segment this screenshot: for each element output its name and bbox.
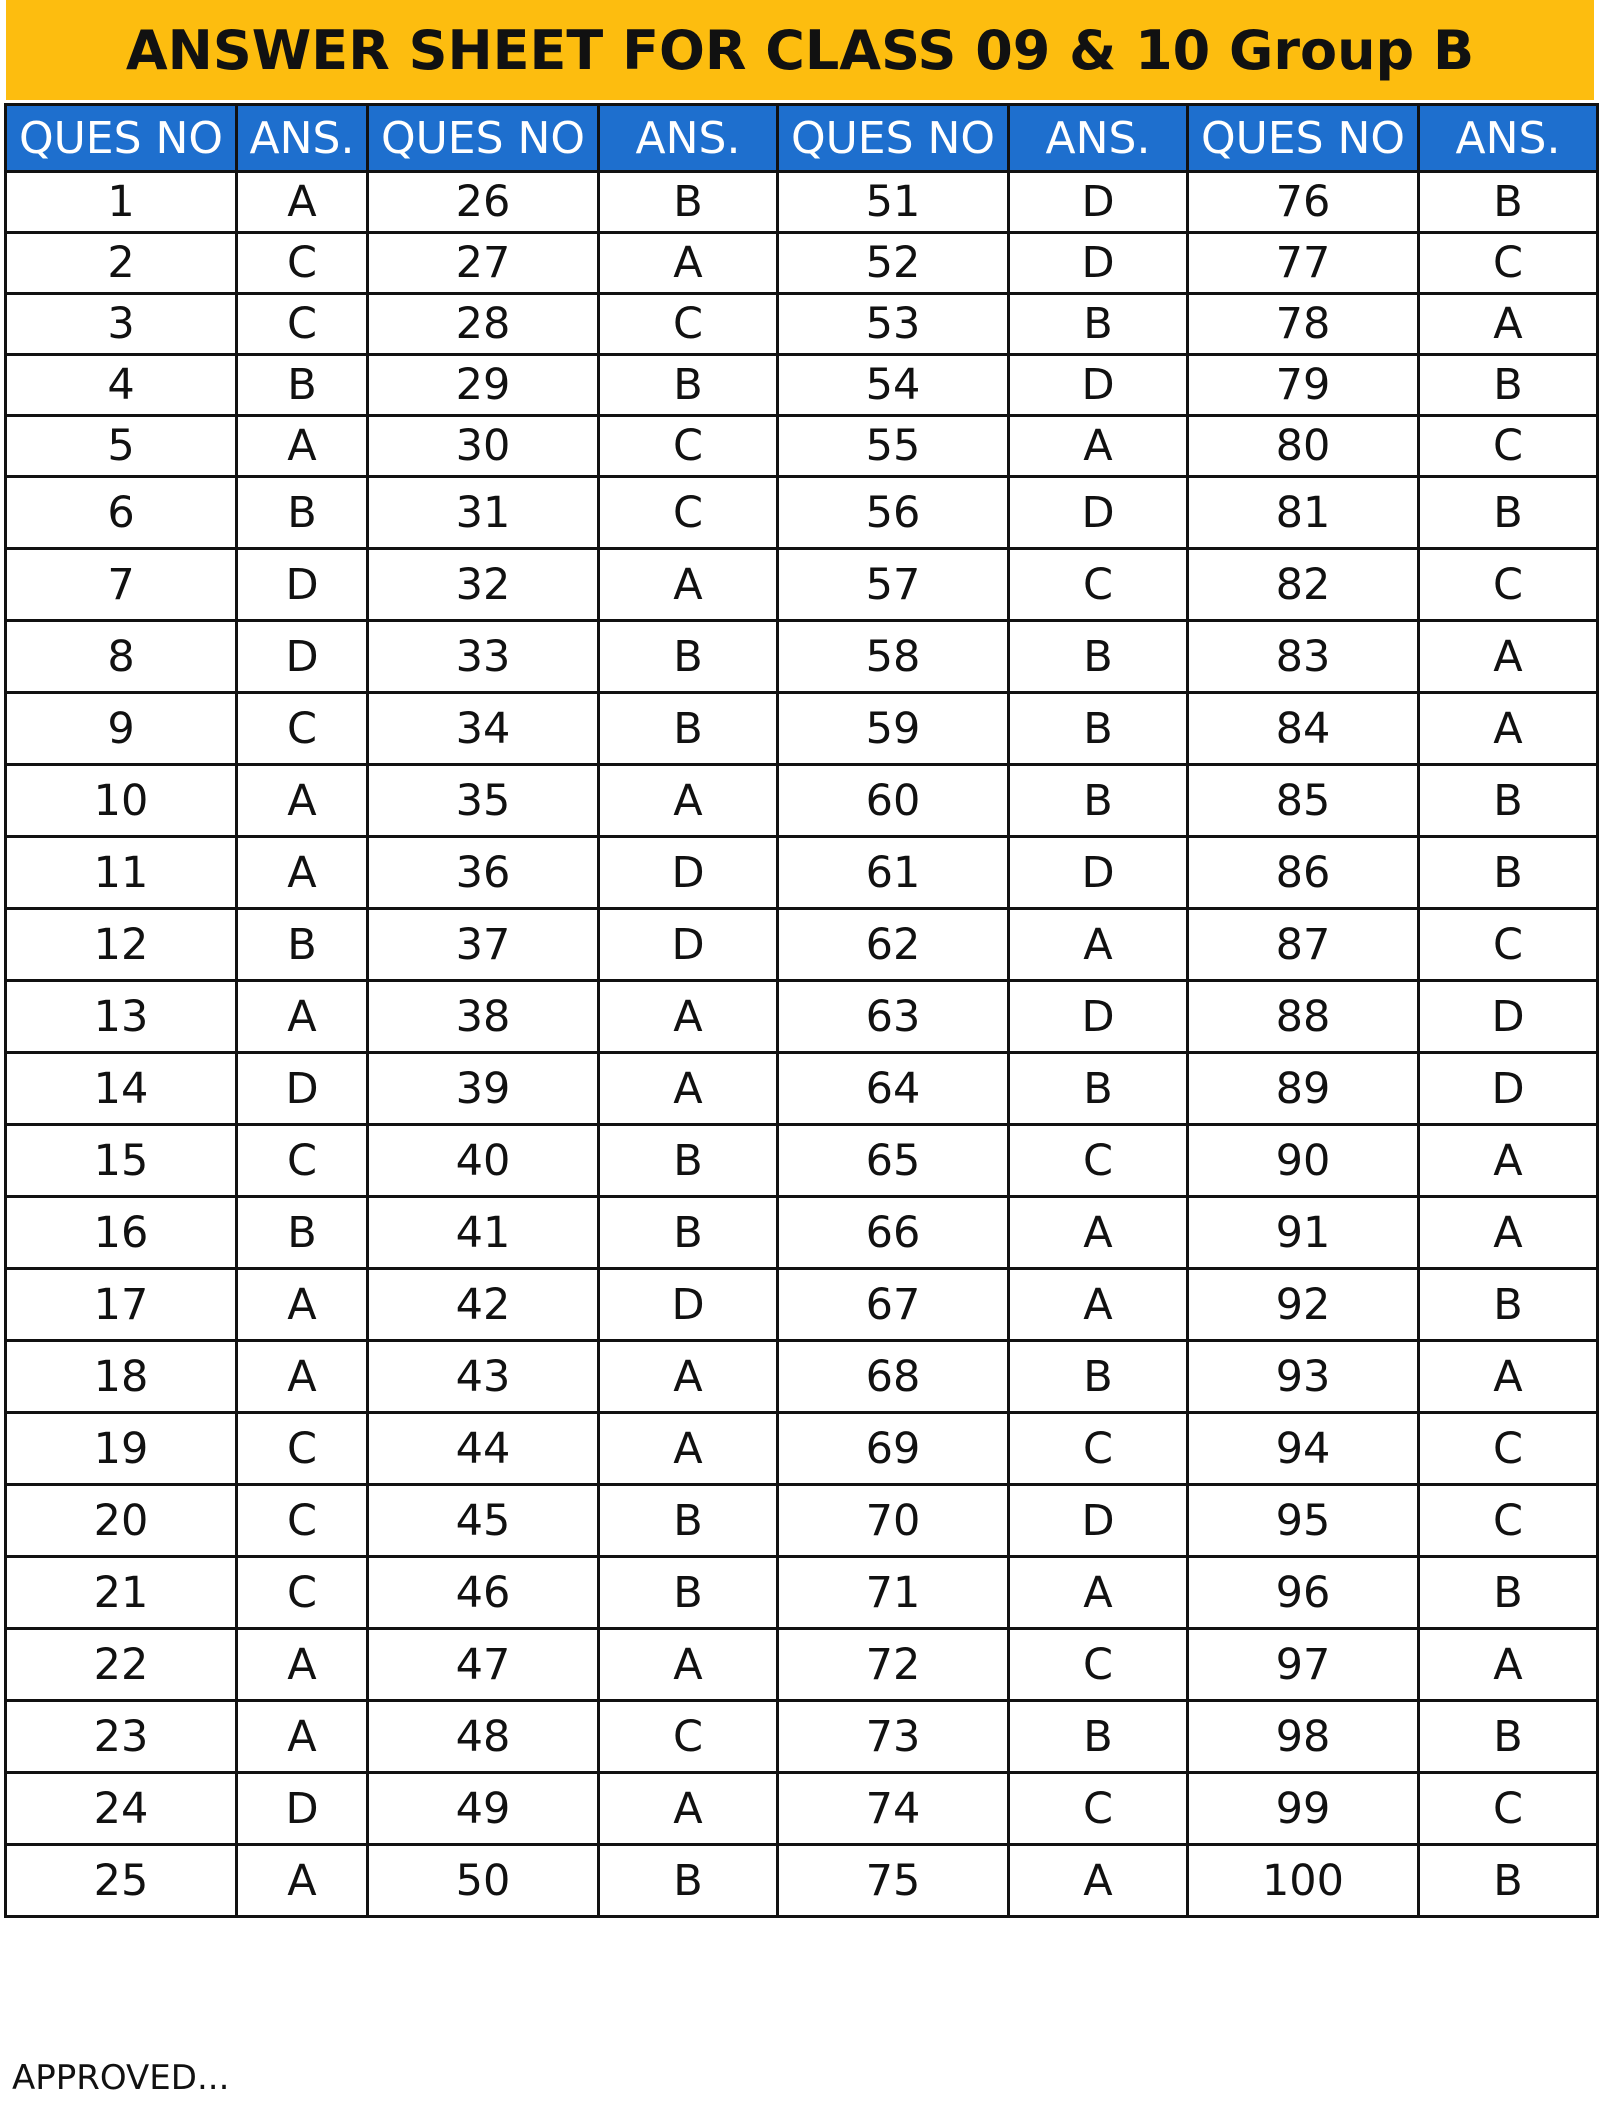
answer-cell: C bbox=[1419, 1773, 1598, 1845]
answer-cell: D bbox=[237, 1053, 368, 1125]
question-number-cell: 44 bbox=[368, 1413, 599, 1485]
answer-cell: A bbox=[237, 765, 368, 837]
header-ans: ANS. bbox=[1009, 105, 1188, 172]
answer-cell: C bbox=[1419, 416, 1598, 477]
question-number-cell: 51 bbox=[778, 172, 1009, 233]
question-number-cell: 95 bbox=[1188, 1485, 1419, 1557]
answer-cell: B bbox=[237, 909, 368, 981]
question-number-cell: 94 bbox=[1188, 1413, 1419, 1485]
question-number-cell: 48 bbox=[368, 1701, 599, 1773]
question-number-cell: 49 bbox=[368, 1773, 599, 1845]
answer-cell: D bbox=[237, 549, 368, 621]
question-number-cell: 97 bbox=[1188, 1629, 1419, 1701]
answer-cell: A bbox=[1009, 416, 1188, 477]
answer-cell: A bbox=[599, 1629, 778, 1701]
answer-cell: C bbox=[1009, 1629, 1188, 1701]
answer-cell: C bbox=[1009, 1413, 1188, 1485]
answer-cell: A bbox=[237, 1845, 368, 1917]
question-number-cell: 91 bbox=[1188, 1197, 1419, 1269]
answer-cell: B bbox=[237, 355, 368, 416]
question-number-cell: 99 bbox=[1188, 1773, 1419, 1845]
question-number-cell: 65 bbox=[778, 1125, 1009, 1197]
answer-cell: B bbox=[1419, 1269, 1598, 1341]
answer-table bbox=[4, 103, 1599, 1918]
answer-cell: C bbox=[1419, 1485, 1598, 1557]
answer-cell: A bbox=[1009, 1269, 1188, 1341]
answer-cell: B bbox=[599, 1485, 778, 1557]
question-number-cell: 26 bbox=[368, 172, 599, 233]
answer-cell: C bbox=[1419, 549, 1598, 621]
answer-cell: A bbox=[1419, 693, 1598, 765]
question-number-cell: 83 bbox=[1188, 621, 1419, 693]
question-number-cell: 46 bbox=[368, 1557, 599, 1629]
page-title: ANSWER SHEET FOR CLASS 09 & 10 Group B bbox=[6, 0, 1594, 100]
question-number-cell: 45 bbox=[368, 1485, 599, 1557]
question-number-cell: 52 bbox=[778, 233, 1009, 294]
table-row bbox=[6, 693, 1598, 765]
question-number-cell: 4 bbox=[6, 355, 237, 416]
answer-cell: D bbox=[599, 837, 778, 909]
question-number-cell: 86 bbox=[1188, 837, 1419, 909]
question-number-cell: 60 bbox=[778, 765, 1009, 837]
answer-cell: B bbox=[237, 477, 368, 549]
answer-cell: B bbox=[237, 1197, 368, 1269]
answer-cell: A bbox=[599, 1053, 778, 1125]
question-number-cell: 82 bbox=[1188, 549, 1419, 621]
answer-cell: A bbox=[237, 1269, 368, 1341]
table-row bbox=[6, 1125, 1598, 1197]
question-number-cell: 34 bbox=[368, 693, 599, 765]
answer-cell: A bbox=[599, 233, 778, 294]
table-row bbox=[6, 416, 1598, 477]
answer-cell: A bbox=[599, 549, 778, 621]
header-ques-no: QUES NO bbox=[1188, 105, 1419, 172]
question-number-cell: 39 bbox=[368, 1053, 599, 1125]
question-number-cell: 72 bbox=[778, 1629, 1009, 1701]
answer-cell: B bbox=[1419, 837, 1598, 909]
question-number-cell: 63 bbox=[778, 981, 1009, 1053]
answer-cell: B bbox=[1009, 693, 1188, 765]
answer-cell: A bbox=[1419, 1341, 1598, 1413]
question-number-cell: 43 bbox=[368, 1341, 599, 1413]
question-number-cell: 15 bbox=[6, 1125, 237, 1197]
answer-cell: A bbox=[599, 1341, 778, 1413]
question-number-cell: 1 bbox=[6, 172, 237, 233]
question-number-cell: 84 bbox=[1188, 693, 1419, 765]
question-number-cell: 88 bbox=[1188, 981, 1419, 1053]
answer-cell: C bbox=[237, 1413, 368, 1485]
answer-cell: B bbox=[1419, 1845, 1598, 1917]
answer-cell: C bbox=[1009, 1125, 1188, 1197]
question-number-cell: 98 bbox=[1188, 1701, 1419, 1773]
table-row bbox=[6, 549, 1598, 621]
question-number-cell: 77 bbox=[1188, 233, 1419, 294]
answer-cell: C bbox=[1419, 233, 1598, 294]
question-number-cell: 69 bbox=[778, 1413, 1009, 1485]
question-number-cell: 42 bbox=[368, 1269, 599, 1341]
answer-cell: C bbox=[237, 1125, 368, 1197]
header-ques-no: QUES NO bbox=[368, 105, 599, 172]
answer-cell: A bbox=[599, 1773, 778, 1845]
question-number-cell: 75 bbox=[778, 1845, 1009, 1917]
question-number-cell: 27 bbox=[368, 233, 599, 294]
table-row bbox=[6, 1557, 1598, 1629]
table-row bbox=[6, 1341, 1598, 1413]
question-number-cell: 58 bbox=[778, 621, 1009, 693]
answer-cell: D bbox=[1009, 477, 1188, 549]
question-number-cell: 79 bbox=[1188, 355, 1419, 416]
question-number-cell: 50 bbox=[368, 1845, 599, 1917]
answer-cell: D bbox=[1419, 981, 1598, 1053]
answer-cell: D bbox=[1009, 172, 1188, 233]
question-number-cell: 66 bbox=[778, 1197, 1009, 1269]
table-row bbox=[6, 477, 1598, 549]
question-number-cell: 64 bbox=[778, 1053, 1009, 1125]
question-number-cell: 24 bbox=[6, 1773, 237, 1845]
answer-cell: A bbox=[237, 416, 368, 477]
question-number-cell: 40 bbox=[368, 1125, 599, 1197]
answer-cell: D bbox=[1009, 837, 1188, 909]
question-number-cell: 93 bbox=[1188, 1341, 1419, 1413]
table-row bbox=[6, 1629, 1598, 1701]
question-number-cell: 57 bbox=[778, 549, 1009, 621]
header-ques-no: QUES NO bbox=[6, 105, 237, 172]
answer-cell: D bbox=[1009, 981, 1188, 1053]
question-number-cell: 5 bbox=[6, 416, 237, 477]
question-number-cell: 16 bbox=[6, 1197, 237, 1269]
question-number-cell: 71 bbox=[778, 1557, 1009, 1629]
question-number-cell: 18 bbox=[6, 1341, 237, 1413]
answer-cell: B bbox=[599, 172, 778, 233]
answer-cell: B bbox=[1419, 1701, 1598, 1773]
question-number-cell: 8 bbox=[6, 621, 237, 693]
question-number-cell: 96 bbox=[1188, 1557, 1419, 1629]
answer-cell: B bbox=[599, 693, 778, 765]
table-row bbox=[6, 355, 1598, 416]
answer-cell: B bbox=[1419, 1557, 1598, 1629]
answer-cell: C bbox=[237, 294, 368, 355]
question-number-cell: 25 bbox=[6, 1845, 237, 1917]
answer-cell: C bbox=[1419, 909, 1598, 981]
answer-cell: C bbox=[237, 233, 368, 294]
question-number-cell: 2 bbox=[6, 233, 237, 294]
question-number-cell: 62 bbox=[778, 909, 1009, 981]
question-number-cell: 6 bbox=[6, 477, 237, 549]
answer-cell: D bbox=[1009, 355, 1188, 416]
answer-cell: B bbox=[1009, 294, 1188, 355]
answer-cell: C bbox=[599, 416, 778, 477]
header-ans: ANS. bbox=[237, 105, 368, 172]
question-number-cell: 22 bbox=[6, 1629, 237, 1701]
table-row bbox=[6, 1845, 1598, 1917]
question-number-cell: 89 bbox=[1188, 1053, 1419, 1125]
question-number-cell: 47 bbox=[368, 1629, 599, 1701]
answer-cell: D bbox=[599, 909, 778, 981]
question-number-cell: 41 bbox=[368, 1197, 599, 1269]
answer-cell: C bbox=[237, 1557, 368, 1629]
answer-cell: B bbox=[1009, 1701, 1188, 1773]
answer-cell: C bbox=[1009, 1773, 1188, 1845]
answer-cell: B bbox=[1009, 1053, 1188, 1125]
question-number-cell: 14 bbox=[6, 1053, 237, 1125]
answer-cell: D bbox=[237, 621, 368, 693]
question-number-cell: 67 bbox=[778, 1269, 1009, 1341]
table-row bbox=[6, 909, 1598, 981]
question-number-cell: 13 bbox=[6, 981, 237, 1053]
question-number-cell: 20 bbox=[6, 1485, 237, 1557]
question-number-cell: 23 bbox=[6, 1701, 237, 1773]
header-ques-no: QUES NO bbox=[778, 105, 1009, 172]
question-number-cell: 9 bbox=[6, 693, 237, 765]
answer-cell: A bbox=[1419, 621, 1598, 693]
answer-cell: B bbox=[1419, 355, 1598, 416]
answer-cell: A bbox=[599, 1413, 778, 1485]
answer-cell: A bbox=[1009, 909, 1188, 981]
question-number-cell: 3 bbox=[6, 294, 237, 355]
answer-cell: A bbox=[1419, 1125, 1598, 1197]
question-number-cell: 30 bbox=[368, 416, 599, 477]
question-number-cell: 61 bbox=[778, 837, 1009, 909]
question-number-cell: 12 bbox=[6, 909, 237, 981]
answer-cell: A bbox=[237, 1701, 368, 1773]
question-number-cell: 11 bbox=[6, 837, 237, 909]
table-row bbox=[6, 1773, 1598, 1845]
question-number-cell: 59 bbox=[778, 693, 1009, 765]
header-row bbox=[6, 105, 1598, 172]
table-body bbox=[6, 172, 1598, 1917]
answer-cell: A bbox=[1009, 1557, 1188, 1629]
answer-cell: A bbox=[1419, 1197, 1598, 1269]
question-number-cell: 76 bbox=[1188, 172, 1419, 233]
answer-cell: A bbox=[1419, 1629, 1598, 1701]
answer-cell: A bbox=[1009, 1197, 1188, 1269]
answer-cell: B bbox=[1419, 172, 1598, 233]
question-number-cell: 74 bbox=[778, 1773, 1009, 1845]
answer-cell: A bbox=[237, 837, 368, 909]
table-row bbox=[6, 837, 1598, 909]
answer-cell: A bbox=[237, 1341, 368, 1413]
table-row bbox=[6, 233, 1598, 294]
answer-cell: D bbox=[1009, 1485, 1188, 1557]
question-number-cell: 28 bbox=[368, 294, 599, 355]
answer-cell: D bbox=[1009, 233, 1188, 294]
question-number-cell: 78 bbox=[1188, 294, 1419, 355]
answer-cell: C bbox=[599, 294, 778, 355]
question-number-cell: 100 bbox=[1188, 1845, 1419, 1917]
answer-cell: B bbox=[599, 1557, 778, 1629]
answer-cell: A bbox=[237, 1629, 368, 1701]
question-number-cell: 90 bbox=[1188, 1125, 1419, 1197]
header-ans: ANS. bbox=[599, 105, 778, 172]
table-row bbox=[6, 765, 1598, 837]
table-row bbox=[6, 1269, 1598, 1341]
table-row bbox=[6, 1197, 1598, 1269]
table-row bbox=[6, 294, 1598, 355]
question-number-cell: 81 bbox=[1188, 477, 1419, 549]
question-number-cell: 17 bbox=[6, 1269, 237, 1341]
question-number-cell: 33 bbox=[368, 621, 599, 693]
answer-cell: D bbox=[237, 1773, 368, 1845]
question-number-cell: 70 bbox=[778, 1485, 1009, 1557]
answer-cell: C bbox=[237, 1485, 368, 1557]
table-row bbox=[6, 1053, 1598, 1125]
question-number-cell: 31 bbox=[368, 477, 599, 549]
answer-cell: B bbox=[1009, 765, 1188, 837]
answer-cell: A bbox=[237, 172, 368, 233]
answer-cell: B bbox=[1419, 765, 1598, 837]
answer-cell: B bbox=[1419, 477, 1598, 549]
header-ans: ANS. bbox=[1419, 105, 1598, 172]
question-number-cell: 21 bbox=[6, 1557, 237, 1629]
answer-cell: B bbox=[1009, 621, 1188, 693]
answer-cell: A bbox=[1009, 1845, 1188, 1917]
question-number-cell: 73 bbox=[778, 1701, 1009, 1773]
question-number-cell: 55 bbox=[778, 416, 1009, 477]
table-row bbox=[6, 1413, 1598, 1485]
table-row bbox=[6, 172, 1598, 233]
answer-cell: D bbox=[599, 1269, 778, 1341]
question-number-cell: 56 bbox=[778, 477, 1009, 549]
question-number-cell: 36 bbox=[368, 837, 599, 909]
question-number-cell: 38 bbox=[368, 981, 599, 1053]
question-number-cell: 32 bbox=[368, 549, 599, 621]
answer-cell: B bbox=[599, 355, 778, 416]
answer-cell: C bbox=[599, 477, 778, 549]
answer-cell: A bbox=[599, 981, 778, 1053]
question-number-cell: 54 bbox=[778, 355, 1009, 416]
answer-cell: A bbox=[237, 981, 368, 1053]
question-number-cell: 35 bbox=[368, 765, 599, 837]
table-row bbox=[6, 981, 1598, 1053]
table-row bbox=[6, 621, 1598, 693]
question-number-cell: 19 bbox=[6, 1413, 237, 1485]
question-number-cell: 87 bbox=[1188, 909, 1419, 981]
question-number-cell: 92 bbox=[1188, 1269, 1419, 1341]
answer-cell: C bbox=[599, 1701, 778, 1773]
table-row bbox=[6, 1701, 1598, 1773]
answer-cell: A bbox=[1419, 294, 1598, 355]
approved-note: APPROVED... bbox=[12, 2058, 230, 2098]
answer-cell: C bbox=[1419, 1413, 1598, 1485]
answer-cell: A bbox=[599, 765, 778, 837]
answer-cell: C bbox=[1009, 549, 1188, 621]
question-number-cell: 53 bbox=[778, 294, 1009, 355]
question-number-cell: 68 bbox=[778, 1341, 1009, 1413]
answer-cell: B bbox=[599, 1125, 778, 1197]
answer-cell: D bbox=[1419, 1053, 1598, 1125]
answer-cell: B bbox=[599, 1197, 778, 1269]
question-number-cell: 29 bbox=[368, 355, 599, 416]
question-number-cell: 10 bbox=[6, 765, 237, 837]
answer-cell: B bbox=[599, 1845, 778, 1917]
question-number-cell: 7 bbox=[6, 549, 237, 621]
question-number-cell: 80 bbox=[1188, 416, 1419, 477]
question-number-cell: 37 bbox=[368, 909, 599, 981]
table-row bbox=[6, 1485, 1598, 1557]
answer-cell: B bbox=[1009, 1341, 1188, 1413]
question-number-cell: 85 bbox=[1188, 765, 1419, 837]
answer-cell: C bbox=[237, 693, 368, 765]
answer-cell: B bbox=[599, 621, 778, 693]
